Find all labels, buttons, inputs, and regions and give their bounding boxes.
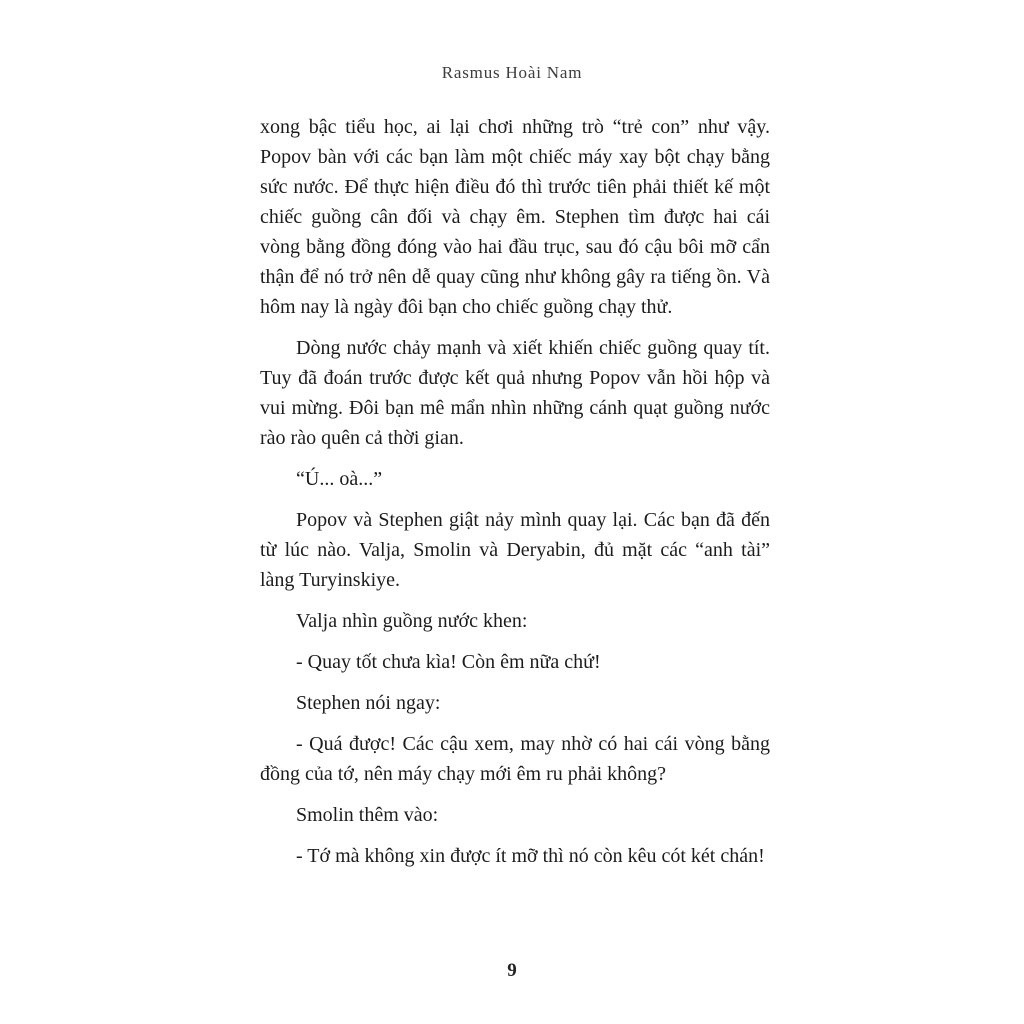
paragraph: - Quay tốt chưa kìa! Còn êm nữa chứ! (296, 651, 601, 673)
paragraph: - Tớ mà không xin được ít mỡ thì nó còn kêu cót két chán! (296, 845, 765, 867)
paragraph: Popov và Stephen giật nảy mình quay lại. Các bạn đã đến từ lúc nào. Valja, Smolin và Deryabin, đủ mặt các “anh tài” làng Turyinskiye. (260, 509, 770, 591)
paragraph: - Quá được! Các cậu xem, may nhờ có hai cái vòng bằng đồng của tớ, nên máy chạy mới êm ru phải không? (260, 733, 770, 785)
paragraph: Stephen nói ngay: (296, 692, 441, 714)
paragraph: Smolin thêm vào: (296, 804, 439, 826)
paragraph: Valja nhìn guồng nước khen: (296, 610, 528, 632)
paragraph: xong bậc tiểu học, ai lại chơi những trò “trẻ con” như vậy. Popov bàn với các bạn làm một chiếc máy xay bột chạy bằng sức nước. Để thực hiện điều đó thì trước tiên phải thiết kế một chiếc guồng cân đối và chạy êm. Stephen tìm được hai cái vòng bằng đồng đóng vào hai đầu trục, sau đó cậu bôi mỡ cẩn thận để nó trở nên dễ quay cũng như không gây ra tiếng ồn. Và hôm nay là ngày đôi bạn cho chiếc guồng chạy thử. (260, 116, 770, 318)
body-text (260, 112, 770, 871)
page-number: 9 (507, 960, 517, 981)
running-header: Rasmus Hoài Nam (441, 63, 583, 82)
paragraph: “Ú... oà...” (296, 468, 383, 490)
paragraph: Dòng nước chảy mạnh và xiết khiến chiếc guồng quay tít. Tuy đã đoán trước được kết quả nhưng Popov vẫn hồi hộp và vui mừng. Đôi bạn mê mẩn nhìn những cánh quạt guồng nước rào rào quên cả thời gian. (260, 337, 770, 449)
